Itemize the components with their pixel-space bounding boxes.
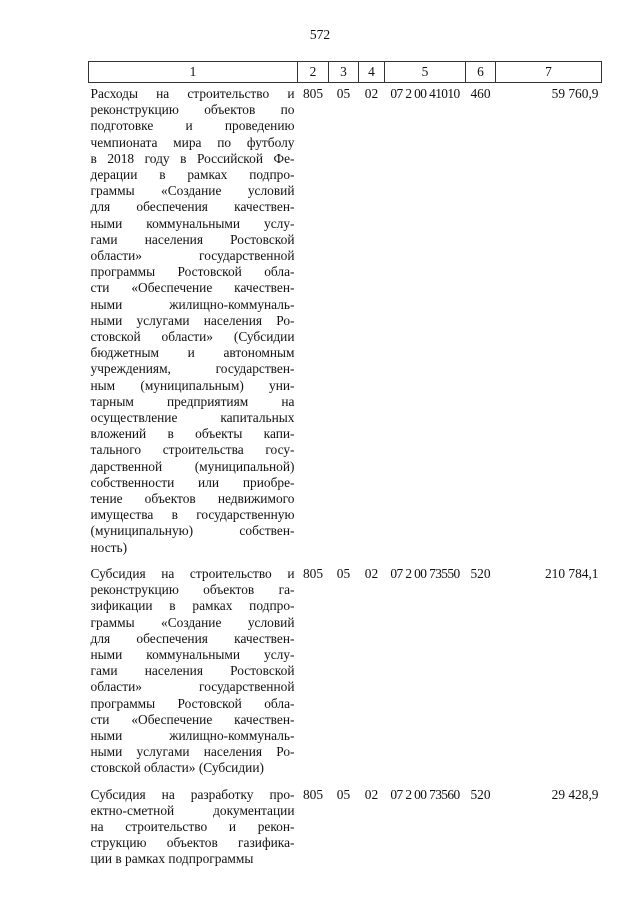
- description-line: дарственной (муниципальной): [90, 458, 295, 474]
- description-line: области» государственной: [90, 248, 295, 264]
- expense-type-code: 520: [470, 786, 491, 802]
- section-code: 05: [336, 786, 351, 802]
- description-line: Расходы на строительство и: [90, 86, 295, 101]
- description-line: имущества в государственную: [90, 507, 295, 523]
- description-line: граммы «Создание условий: [90, 614, 295, 630]
- amount: 29 428,9: [551, 786, 599, 802]
- description-line: сти «Обеспечение качествен-: [90, 711, 295, 727]
- description-line: на строительство и рекон-: [90, 818, 295, 834]
- description-line: ность): [90, 539, 128, 555]
- target-article-code: 07 2 00 73560: [390, 786, 460, 802]
- description-line: (муниципальную) собствен-: [90, 523, 295, 539]
- description-line: бюджетным и автономным: [90, 345, 295, 361]
- description-line: ным (муниципальным) уни-: [90, 377, 295, 393]
- description-line: вложений в объекты капи-: [90, 426, 295, 442]
- description-line: ции в рамках подпрограммы: [90, 851, 254, 867]
- ministry-code: 805: [302, 786, 324, 802]
- description-line: дерации в рамках подпро-: [90, 167, 295, 183]
- description-line: тального строительства госу-: [90, 442, 295, 458]
- description-line: Субсидия на строительство и: [90, 565, 295, 581]
- target-article-code: 07 2 00 73550: [390, 565, 460, 581]
- subsection-code: 02: [364, 86, 379, 101]
- page-number: 572: [309, 27, 331, 42]
- description-line: реконструкцию объектов га-: [90, 582, 295, 598]
- budget-table: [88, 61, 602, 868]
- description-line: ными коммунальными услу-: [90, 215, 295, 231]
- section-code: 05: [336, 86, 351, 101]
- description-line: граммы «Создание условий: [90, 183, 295, 199]
- description-line: гами населения Ростовской: [90, 663, 295, 679]
- amount: 210 784,1: [544, 565, 599, 581]
- subsection-code: 02: [364, 565, 379, 581]
- section-code: 05: [336, 565, 351, 581]
- description-line: для обеспечения качествен-: [90, 199, 295, 215]
- description-line: программы Ростовской обла-: [90, 264, 295, 280]
- row-description: [89, 83, 298, 556]
- description-line: ными жилищно-коммуналь-: [90, 296, 295, 312]
- description-line: тарным предприятиям на: [90, 393, 295, 409]
- table-row: [89, 556, 602, 777]
- column-header: 6: [466, 62, 496, 83]
- row-description: [89, 556, 298, 777]
- table-row: [89, 777, 602, 868]
- ministry-code: 805: [302, 565, 324, 581]
- expense-type-code: 520: [470, 565, 491, 581]
- description-line: гами населения Ростовской: [90, 231, 295, 247]
- column-header: 5: [385, 62, 466, 83]
- description-line: сти «Обеспечение качествен-: [90, 280, 295, 296]
- table-header-row: [89, 62, 602, 83]
- description-line: подготовке и проведению: [90, 118, 295, 134]
- description-line: ными услугами населения Ро-: [90, 744, 295, 760]
- column-header: 4: [359, 62, 385, 83]
- row-description: [89, 777, 298, 868]
- description-line: Субсидия на разработку про-: [90, 786, 295, 802]
- description-line: тение объектов недвижимого: [90, 491, 295, 507]
- description-line: стовской области» (Субсидии): [90, 760, 264, 776]
- description-line: для обеспечения качествен-: [90, 630, 295, 646]
- description-line: стовской области» (Субсидии: [90, 329, 295, 345]
- table-row: [89, 83, 602, 556]
- description-line: реконструкцию объектов по: [90, 102, 295, 118]
- description-line: ными жилищно-коммуналь-: [90, 727, 295, 743]
- description-line: собственности или приобре-: [90, 474, 295, 490]
- ministry-code: 805: [302, 86, 324, 101]
- description-line: чемпионата мира по футболу: [90, 134, 295, 150]
- description-line: ектно-сметной документации: [90, 802, 295, 818]
- description-line: учреждениям, государствен-: [90, 361, 295, 377]
- description-line: зификации в рамках подпро-: [90, 598, 295, 614]
- column-header: 7: [496, 62, 602, 83]
- column-header: 3: [329, 62, 359, 83]
- amount: 59 760,9: [551, 86, 599, 101]
- description-line: области» государственной: [90, 679, 295, 695]
- target-article-code: 07 2 00 41010: [390, 86, 460, 101]
- description-line: в 2018 году в Российской Фе-: [90, 150, 295, 166]
- description-line: ными коммунальными услу-: [90, 646, 295, 662]
- description-line: ными услугами населения Ро-: [90, 312, 295, 328]
- description-line: осуществление капитальных: [90, 410, 295, 426]
- expense-type-code: 460: [470, 86, 491, 101]
- column-header: 1: [89, 62, 298, 83]
- subsection-code: 02: [364, 786, 379, 802]
- description-line: программы Ростовской обла-: [90, 695, 295, 711]
- description-line: струкцию объектов газифика-: [90, 835, 295, 851]
- column-header: 2: [298, 62, 329, 83]
